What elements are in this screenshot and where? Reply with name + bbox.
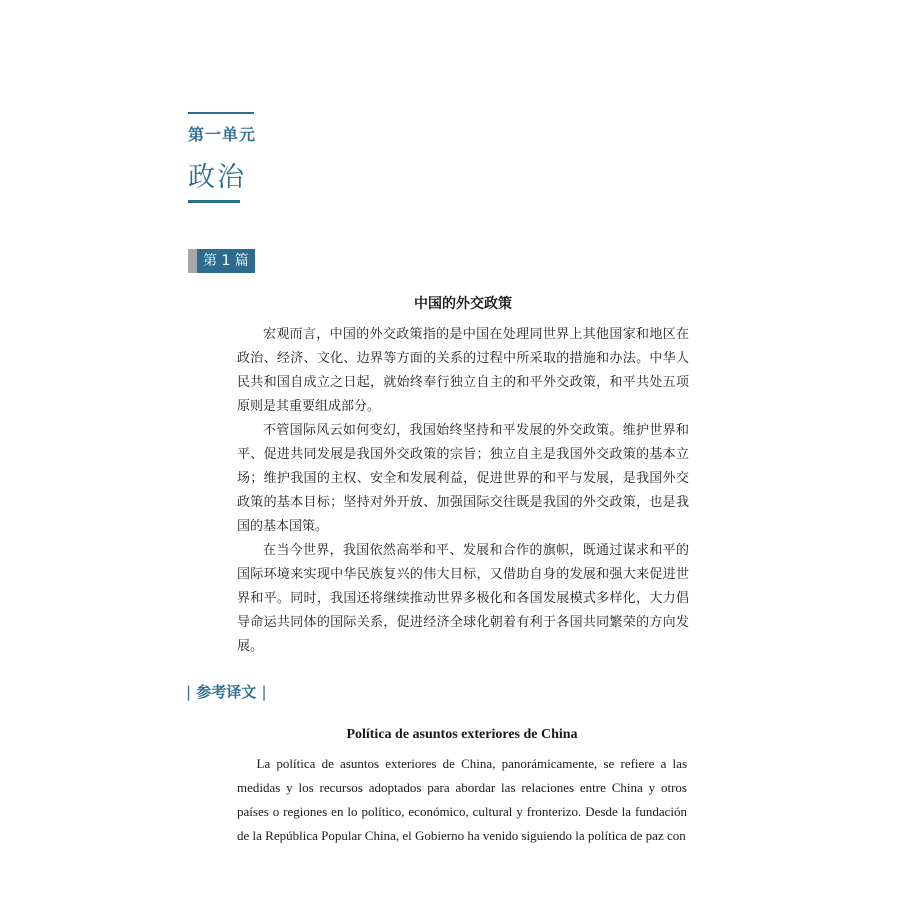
chinese-paragraph-1: 宏观而言，中国的外交政策指的是中国在处理同世界上其他国家和地区在政治、经济、文化、边界等方面的关系的过程中所采取的措施和办法。中华人民共和国自成立之日起，就始终奉行独立自主的和平外交政策，和平共处五项原则是其重要组成部分。	[237, 327, 689, 414]
chapter-tag	[188, 249, 255, 273]
spanish-article	[237, 726, 687, 848]
reference-bar-right: |	[261, 683, 267, 701]
reference-translation-heading	[186, 681, 267, 702]
spanish-article-title: Política de asuntos exteriores de China	[346, 727, 578, 742]
unit-title: 政治	[188, 162, 246, 193]
chinese-paragraph-3: 在当今世界，我国依然高举和平、发展和合作的旗帜，既通过谋求和平的国际环境来实现中华民族复兴的伟大目标，又借助自身的发展和强大来促进世界和平。同时，我国还将继续推动世界多极化和各国发展模式多样化，大力倡导命运共同体的国际关系，促进经济全球化朝着有利于各国共同繁荣的方向发展。	[237, 543, 689, 654]
unit-top-rule	[188, 112, 254, 114]
chinese-paragraph-2: 不管国际风云如何变幻，我国始终坚持和平发展的外交政策。维护世界和平、促进共同发展是我国外交政策的宗旨；独立自主是我国外交政策的基本立场；维护我国的主权、安全和发展利益，促进世界的和平与发展，是我国外交政策的基本目标；坚持对外开放、加强国际交往既是我国的外交政策，也是我国的基本国策。	[237, 423, 689, 534]
reference-heading-text: 参考译文	[196, 683, 257, 701]
chinese-article-title: 中国的外交政策	[414, 296, 512, 312]
chapter-label: 第 1 篇	[197, 249, 255, 273]
spanish-paragraph-1: La política de asuntos exteriores de China, panorámicamente, se refiere a las medidas y los recursos adoptados para abordar las relaciones entre China y otros países o regiones en lo político, económico, cultural y fronterizo. Desde la fundación de la República Popular China, el Gobierno ha venido siguiendo la política de paz con	[237, 756, 687, 843]
unit-header	[188, 112, 258, 203]
chinese-article	[237, 295, 689, 659]
unit-label: 第一单元	[188, 125, 257, 144]
unit-bottom-rule	[188, 200, 240, 203]
reference-bar-left: |	[186, 683, 192, 701]
chapter-tag-bar	[188, 249, 197, 273]
